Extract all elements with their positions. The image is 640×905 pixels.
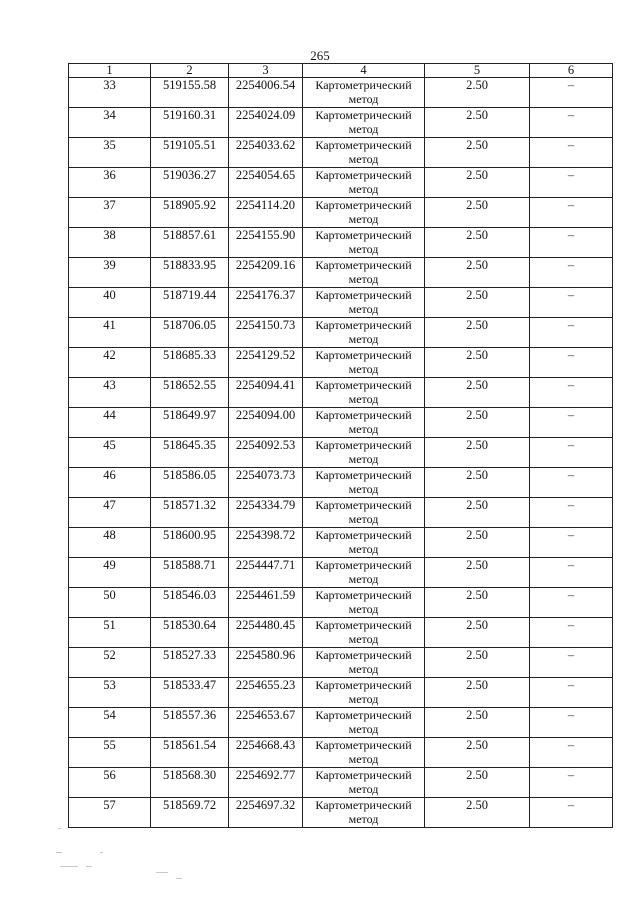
table-row (69, 588, 613, 618)
table-row (69, 168, 613, 198)
table-row (69, 108, 613, 138)
point-number-cell: 55 (69, 738, 151, 768)
method-cell: Картометрический метод (303, 738, 425, 768)
point-number-cell: 36 (69, 168, 151, 198)
note-cell: – (530, 738, 613, 768)
note-cell: – (530, 378, 613, 408)
y-coordinate-cell: 2254155.90 (229, 228, 303, 258)
method-cell: Картометрический метод (303, 528, 425, 558)
x-coordinate-cell: 518561.54 (151, 738, 229, 768)
note-cell: – (530, 168, 613, 198)
accuracy-cell: 2.50 (425, 648, 530, 678)
note-cell: – (530, 78, 613, 108)
x-coordinate-cell: 518571.32 (151, 498, 229, 528)
method-cell: Картометрический метод (303, 408, 425, 438)
point-number-cell: 53 (69, 678, 151, 708)
scan-artifacts (56, 822, 196, 882)
note-cell: – (530, 498, 613, 528)
table-row (69, 468, 613, 498)
note-cell: – (530, 468, 613, 498)
accuracy-cell: 2.50 (425, 798, 530, 828)
point-number-cell: 41 (69, 318, 151, 348)
x-coordinate-cell: 518857.61 (151, 228, 229, 258)
method-cell: Картометрический метод (303, 288, 425, 318)
method-cell: Картометрический метод (303, 798, 425, 828)
point-number-cell: 34 (69, 108, 151, 138)
method-cell: Картометрический метод (303, 498, 425, 528)
x-coordinate-cell: 518905.92 (151, 198, 229, 228)
x-coordinate-cell: 519155.58 (151, 78, 229, 108)
y-coordinate-cell: 2254655.23 (229, 678, 303, 708)
accuracy-cell: 2.50 (425, 498, 530, 528)
accuracy-cell: 2.50 (425, 198, 530, 228)
note-cell: – (530, 108, 613, 138)
note-cell: – (530, 648, 613, 678)
point-number-cell: 43 (69, 378, 151, 408)
method-cell: Картометрический метод (303, 678, 425, 708)
note-cell: – (530, 798, 613, 828)
note-cell: – (530, 528, 613, 558)
note-cell: – (530, 138, 613, 168)
note-cell: – (530, 438, 613, 468)
y-coordinate-cell: 2254092.53 (229, 438, 303, 468)
y-coordinate-cell: 2254094.41 (229, 378, 303, 408)
table-row (69, 378, 613, 408)
point-number-cell: 35 (69, 138, 151, 168)
note-cell: – (530, 198, 613, 228)
x-coordinate-cell: 518557.36 (151, 708, 229, 738)
table-row (69, 348, 613, 378)
table-row (69, 678, 613, 708)
method-cell: Картометрический метод (303, 378, 425, 408)
note-cell: – (530, 258, 613, 288)
table-row (69, 768, 613, 798)
y-coordinate-cell: 2254073.73 (229, 468, 303, 498)
column-header-4: 4 (303, 64, 425, 78)
method-cell: Картометрический метод (303, 198, 425, 228)
accuracy-cell: 2.50 (425, 618, 530, 648)
method-cell: Картометрический метод (303, 138, 425, 168)
method-cell: Картометрический метод (303, 258, 425, 288)
note-cell: – (530, 618, 613, 648)
coordinates-table (68, 63, 613, 828)
x-coordinate-cell: 518685.33 (151, 348, 229, 378)
note-cell: – (530, 288, 613, 318)
point-number-cell: 50 (69, 588, 151, 618)
table-row (69, 138, 613, 168)
accuracy-cell: 2.50 (425, 108, 530, 138)
table-row (69, 198, 613, 228)
accuracy-cell: 2.50 (425, 588, 530, 618)
table-row (69, 738, 613, 768)
y-coordinate-cell: 2254668.43 (229, 738, 303, 768)
column-header-3: 3 (229, 64, 303, 78)
table-header-row (69, 64, 613, 78)
point-number-cell: 51 (69, 618, 151, 648)
x-coordinate-cell: 518600.95 (151, 528, 229, 558)
note-cell: – (530, 708, 613, 738)
y-coordinate-cell: 2254692.77 (229, 768, 303, 798)
accuracy-cell: 2.50 (425, 258, 530, 288)
method-cell: Картометрический метод (303, 438, 425, 468)
y-coordinate-cell: 2254176.37 (229, 288, 303, 318)
point-number-cell: 47 (69, 498, 151, 528)
note-cell: – (530, 558, 613, 588)
y-coordinate-cell: 2254334.79 (229, 498, 303, 528)
y-coordinate-cell: 2254697.32 (229, 798, 303, 828)
table-row (69, 558, 613, 588)
accuracy-cell: 2.50 (425, 228, 530, 258)
method-cell: Картометрический метод (303, 588, 425, 618)
point-number-cell: 54 (69, 708, 151, 738)
method-cell: Картометрический метод (303, 468, 425, 498)
table-body (69, 78, 613, 828)
table-row (69, 648, 613, 678)
point-number-cell: 40 (69, 288, 151, 318)
accuracy-cell: 2.50 (425, 678, 530, 708)
note-cell: – (530, 768, 613, 798)
x-coordinate-cell: 518586.05 (151, 468, 229, 498)
y-coordinate-cell: 2254054.65 (229, 168, 303, 198)
column-header-2: 2 (151, 64, 229, 78)
table-row (69, 288, 613, 318)
accuracy-cell: 2.50 (425, 288, 530, 318)
accuracy-cell: 2.50 (425, 468, 530, 498)
method-cell: Картометрический метод (303, 78, 425, 108)
table-row (69, 258, 613, 288)
x-coordinate-cell: 518530.64 (151, 618, 229, 648)
y-coordinate-cell: 2254094.00 (229, 408, 303, 438)
y-coordinate-cell: 2254461.59 (229, 588, 303, 618)
accuracy-cell: 2.50 (425, 708, 530, 738)
y-coordinate-cell: 2254150.73 (229, 318, 303, 348)
page-number: 265 (310, 48, 330, 63)
method-cell: Картометрический метод (303, 618, 425, 648)
method-cell: Картометрический метод (303, 348, 425, 378)
point-number-cell: 49 (69, 558, 151, 588)
accuracy-cell: 2.50 (425, 408, 530, 438)
note-cell: – (530, 588, 613, 618)
x-coordinate-cell: 518833.95 (151, 258, 229, 288)
accuracy-cell: 2.50 (425, 738, 530, 768)
accuracy-cell: 2.50 (425, 378, 530, 408)
note-cell: – (530, 408, 613, 438)
table-row (69, 78, 613, 108)
column-header-5: 5 (425, 64, 530, 78)
y-coordinate-cell: 2254129.52 (229, 348, 303, 378)
table-row (69, 498, 613, 528)
y-coordinate-cell: 2254580.96 (229, 648, 303, 678)
method-cell: Картометрический метод (303, 318, 425, 348)
note-cell: – (530, 228, 613, 258)
x-coordinate-cell: 518645.35 (151, 438, 229, 468)
note-cell: – (530, 348, 613, 378)
point-number-cell: 38 (69, 228, 151, 258)
point-number-cell: 42 (69, 348, 151, 378)
point-number-cell: 45 (69, 438, 151, 468)
column-header-1: 1 (69, 64, 151, 78)
point-number-cell: 33 (69, 78, 151, 108)
accuracy-cell: 2.50 (425, 168, 530, 198)
point-number-cell: 44 (69, 408, 151, 438)
x-coordinate-cell: 518533.47 (151, 678, 229, 708)
x-coordinate-cell: 518546.03 (151, 588, 229, 618)
y-coordinate-cell: 2254398.72 (229, 528, 303, 558)
point-number-cell: 52 (69, 648, 151, 678)
accuracy-cell: 2.50 (425, 438, 530, 468)
table-row (69, 528, 613, 558)
accuracy-cell: 2.50 (425, 768, 530, 798)
note-cell: – (530, 678, 613, 708)
method-cell: Картометрический метод (303, 558, 425, 588)
accuracy-cell: 2.50 (425, 138, 530, 168)
x-coordinate-cell: 518527.33 (151, 648, 229, 678)
method-cell: Картометрический метод (303, 648, 425, 678)
x-coordinate-cell: 518568.30 (151, 768, 229, 798)
x-coordinate-cell: 519105.51 (151, 138, 229, 168)
point-number-cell: 39 (69, 258, 151, 288)
table-row (69, 618, 613, 648)
y-coordinate-cell: 2254024.09 (229, 108, 303, 138)
table-row (69, 708, 613, 738)
y-coordinate-cell: 2254209.16 (229, 258, 303, 288)
method-cell: Картометрический метод (303, 708, 425, 738)
y-coordinate-cell: 2254114.20 (229, 198, 303, 228)
method-cell: Картометрический метод (303, 228, 425, 258)
x-coordinate-cell: 519036.27 (151, 168, 229, 198)
method-cell: Картометрический метод (303, 108, 425, 138)
y-coordinate-cell: 2254480.45 (229, 618, 303, 648)
x-coordinate-cell: 519160.31 (151, 108, 229, 138)
method-cell: Картометрический метод (303, 168, 425, 198)
accuracy-cell: 2.50 (425, 318, 530, 348)
table-row (69, 318, 613, 348)
x-coordinate-cell: 518649.97 (151, 408, 229, 438)
y-coordinate-cell: 2254447.71 (229, 558, 303, 588)
point-number-cell: 56 (69, 768, 151, 798)
point-number-cell: 57 (69, 798, 151, 828)
column-header-6: 6 (530, 64, 613, 78)
point-number-cell: 46 (69, 468, 151, 498)
accuracy-cell: 2.50 (425, 348, 530, 378)
accuracy-cell: 2.50 (425, 78, 530, 108)
table-row (69, 438, 613, 468)
point-number-cell: 37 (69, 198, 151, 228)
table-row (69, 408, 613, 438)
method-cell: Картометрический метод (303, 768, 425, 798)
x-coordinate-cell: 518652.55 (151, 378, 229, 408)
point-number-cell: 48 (69, 528, 151, 558)
x-coordinate-cell: 518719.44 (151, 288, 229, 318)
accuracy-cell: 2.50 (425, 528, 530, 558)
note-cell: – (530, 318, 613, 348)
y-coordinate-cell: 2254653.67 (229, 708, 303, 738)
x-coordinate-cell: 518706.05 (151, 318, 229, 348)
y-coordinate-cell: 2254033.62 (229, 138, 303, 168)
x-coordinate-cell: 518588.71 (151, 558, 229, 588)
y-coordinate-cell: 2254006.54 (229, 78, 303, 108)
accuracy-cell: 2.50 (425, 558, 530, 588)
x-coordinate-cell: 518569.72 (151, 798, 229, 828)
table-row (69, 228, 613, 258)
